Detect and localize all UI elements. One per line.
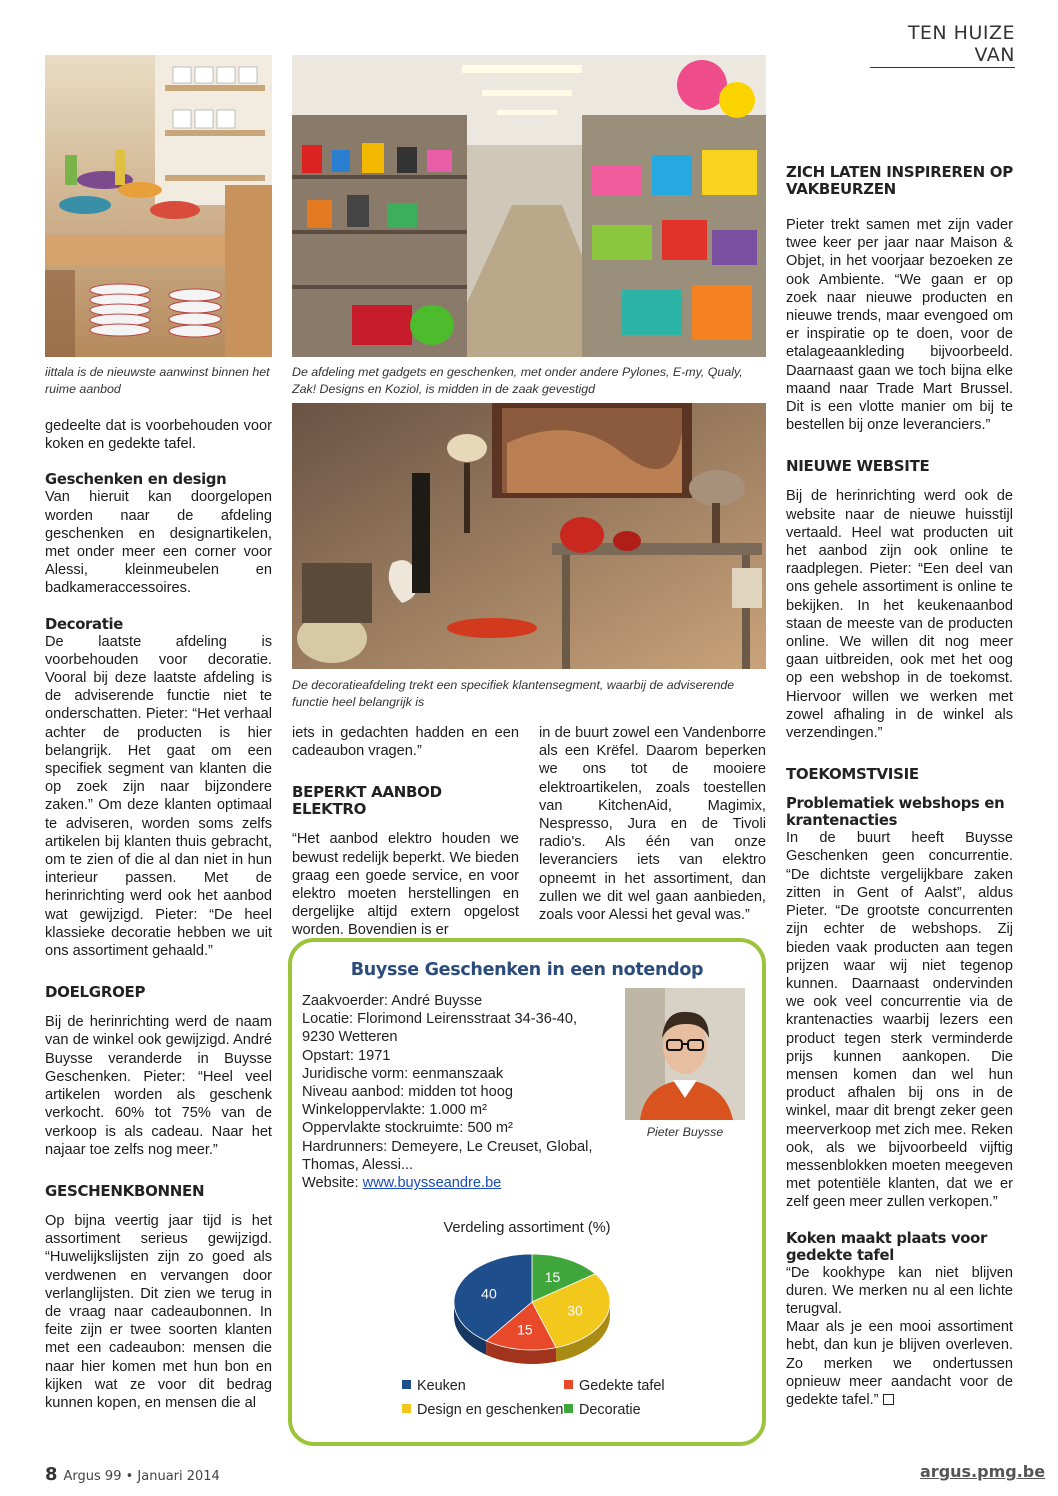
- fact-line: Hardrunners: Demeyere, Le Creuset, Global,: [302, 1138, 593, 1155]
- portrait-illustration: [625, 988, 745, 1120]
- portrait-photo: [625, 988, 745, 1120]
- fact-line: Niveau aanbod: midden tot hoog: [302, 1084, 513, 1101]
- caption-decoratie: De decoratieafdeling trekt een specifiek klantensegment, waarbij de adviserende functie heel belangrijk is: [292, 678, 735, 709]
- caption-portrait: Pieter Buysse: [646, 1125, 724, 1139]
- footer-site-link[interactable]: argus.pmg.be: [920, 1462, 1046, 1481]
- fact-line: Thomas, Alessi...: [302, 1156, 414, 1173]
- fact-line: Oppervlakte stockruimte: 500 m²: [302, 1120, 513, 1137]
- pie-label-gedekte-tafel: 15: [517, 1321, 533, 1338]
- fact-line: Winkeloppervlakte: 1.000 m²: [302, 1102, 487, 1119]
- photo-decoratie-illustration: [292, 403, 766, 669]
- heading-toekomstvisie: TOEKOMSTVISIE: [786, 765, 919, 784]
- col4-vakbeurzen-text: Pieter trekt samen met zijn vader twee keer per jaar naar Maison & Objet, in het voorjaar bezoeken ze ook Ambiente. “We gaan er op zoek naar nieuwe producten en nieuwe trends, maar evengoed om er inspiratie op te doen, voor de etalageaankleding bijvoorbeeld. Daarnaast gaan we toch bijna elke maand naar Trade Mart Brussel. Dit is een vlotte manier om bij te bestellen bij onze leveranciers.”: [786, 217, 1013, 434]
- chart-title: Verdeling assortiment (%): [443, 1220, 611, 1236]
- col3-continuation: in de buurt zowel een Vandenborre als een Krëfel. Daarom beperken we ons tot de mooiere elektroartikelen, zoals toestellen van KitchenAid, Magimix, Nespresso, Jura en de Tivoli radio's. Als één van onze leveranciers iets van elektro opneemt in het assortiment, dan zullen we dit wel gaan aanbieden, zoals voor Alessi het geval was.”: [539, 725, 766, 924]
- photo-iittala-illustration: [45, 55, 272, 357]
- website-label: Website:: [302, 1175, 363, 1192]
- fact-line: 9230 Wetteren: [302, 1029, 398, 1046]
- fact-line: Zaakvoerder: André Buysse: [302, 993, 483, 1009]
- legend-item-gedekte-tafel: [564, 1378, 665, 1394]
- col1-decoratie-text: De laatste afdeling is voorbehouden voor decoratie. Vooral bij deze laatste afdeling is de adviserende functie niet te onderschatten. Pieter: “Het verhaal achter de producten is hier belangrijk. Het gaat om een specifiek segment van klanten die op zoek zijn naar bijzondere zaken.” Om deze klanten optimaal te adviseren, worden soms zelfs artikelen bij klanten thuis gebracht, om te zien of die al dan niet in hun interieur passen. Met de herinrichting werd ook het aanbod wat gewijzigd. Pieter: “De heel klassieke decoratie hebben we uit ons assortiment gehaald.”: [45, 633, 272, 960]
- col1-intro: gedeelte dat is voorbehouden voor koken en gedekte tafel.: [45, 418, 272, 453]
- legend-swatch: [402, 1404, 411, 1413]
- caption-iittala: iittala is de nieuwste aanwinst binnen het ruime aanbod: [45, 365, 270, 396]
- info-box-title: Buysse Geschenken in een notendop: [350, 960, 704, 980]
- issue-label: Argus 99 • Januari 2014: [63, 1469, 220, 1484]
- photo-decoratie: [292, 403, 766, 669]
- fact-line: Juridische vorm: eenmanszaak: [302, 1065, 504, 1082]
- section-tag: TEN HUIZE VAN: [870, 22, 1015, 68]
- fact-line: Locatie: Florimond Leirensstraat 34-36-40,: [302, 1011, 577, 1028]
- col1-doelgroep-text: Bij de herinrichting werd de naam van de winkel ook gewijzigd. André Buysse veranderde in Buysse Geschenken. Pieter: “Heel veel artikelen worden als geschenk verkocht. 60% tot 75% van de verkoop is als cadeau. Naar het najaar toe zelfs nog meer.”: [45, 1014, 272, 1158]
- heading-beperkt-aanbod-elektro: BEPERKT AANBOD ELEKTRO: [292, 783, 442, 819]
- legend-label: Keuken: [417, 1378, 466, 1394]
- col4-koken-text-1: “De kookhype kan niet blijven duren. We merken nu al een lichte terugval.: [786, 1264, 1013, 1317]
- col4-website-text: Bij de herinrichting werd ook de website naar de nieuwe huisstijl vertaald. Heel wat producten uit het aanbod zijn ook online te raadplegen. Pieter: “Een deel van ons gehele assortiment is online te bekijken. In het keukenaanbod staan de meeste van de producten online. We willen dit nog meer gaan uitbreiden, ook met het oog op een webshop in de toekomst. Hiervoor willen we werken met zowel afhaling in de winkel als verzendingen.”: [786, 488, 1013, 742]
- page-number: 8: [45, 1464, 58, 1485]
- heading-koken-gedekte-tafel: Koken maakt plaats voor gedekte tafel: [786, 1229, 988, 1264]
- legend-label: Gedekte tafel: [579, 1378, 665, 1394]
- info-box-facts: [302, 992, 622, 1192]
- col2-elektro-text: “Het aanbod elektro houden we bewust redelijk beperkt. We bieden graag een goede service, en voor elektro moeten herstellingen en dergelijke altijd extern opgelost worden. Bovendien is er: [292, 831, 519, 939]
- caption-gadgets: De afdeling met gadgets en geschenken, met onder andere Pylones, E-my, Qualy, Zak! Designs en Koziol, is midden in de zaak gevestigd: [292, 365, 743, 396]
- pie-chart: [292, 1242, 762, 1382]
- legend-item-keuken: [402, 1378, 466, 1394]
- heading-geschenken-design: Geschenken en design: [45, 471, 227, 489]
- legend-label: Design en geschenken: [417, 1402, 564, 1418]
- column-3: [539, 724, 766, 924]
- col1-geschenken-text: Van hieruit kan doorgelopen worden naar de afdeling geschenken en designartikelen, met onder meer een corner voor Alessi, kleinmeubelen en badkameraccessoires.: [45, 489, 272, 597]
- legend-swatch: [564, 1404, 573, 1413]
- col4-koken-text-2: [786, 1318, 1013, 1409]
- website-link[interactable]: www.buysseandre.be: [362, 1175, 502, 1192]
- info-box: [288, 938, 766, 1446]
- pie-label-keuken: 40: [481, 1285, 497, 1302]
- end-square-icon: [883, 1394, 894, 1405]
- col4-koken-text-2-body: Maar als je een mooi assortiment hebt, dan kun je blijven overleven. Zo merken we ondertussen opnieuw meer aandacht voor de gedekte tafel.”: [786, 1319, 1013, 1408]
- photo-iittala: [45, 55, 272, 357]
- col2-continuation: iets in gedachten hadden en een cadeaubon vragen.”: [292, 725, 519, 760]
- col4-webshops-text: In de buurt heeft Buysse Geschenken geen concurrentie. “De dichtste vergelijkbare zaken zitten in Gent of Aalst”, aldus Pieter. “De grootste concurrenten zijn echter de webshops. Zij bieden vaak producten aan tegen prijzen waar wij niet tegenop kunnen. Daarnaast ondervinden we ook veel concurrentie via de krantenacties waarbij lezers een product tegen sterk verminderde prijs kunnen aankopen. Die mensen komen dan wel hun product afhalen bij ons in de winkel, maar dit brengt zeker geen meerverkoop met zich mee. Reken ook, als we bijvoorbeeld vijftig messenblokken moeten meegeven met potentiële klanten, dat we er zelf geen meer zullen verkopen.”: [786, 830, 1013, 1211]
- photo-gadgets-illustration: [292, 55, 766, 357]
- heading-doelgroep: DOELGROEP: [45, 983, 146, 1002]
- legend-label: Decoratie: [579, 1402, 641, 1418]
- legend-swatch: [564, 1380, 573, 1389]
- heading-decoratie: Decoratie: [45, 615, 124, 633]
- col1-geschenkbonnen-text: Op bijna veertig jaar tijd is het assortiment serieus gewijzigd. “Huwelijkslijsten zijn zo goed als verdwenen en vervangen door verlanglijsten. Dit zien we terug in de vraag naar cadeaubonnen. In feite zijn er twee soorten klanten met een cadeaubon: mensen die naar hier komen met hun bon en kijken wat ze voor dit bedrag kunnen kopen, en mensen die al: [45, 1212, 272, 1411]
- column-4: [786, 164, 1013, 1409]
- fact-line: Opstart: 1971: [302, 1047, 391, 1064]
- footer-left: [45, 1464, 220, 1485]
- column-2: [292, 724, 519, 940]
- legend-swatch: [402, 1380, 411, 1389]
- photo-gadgets: [292, 55, 766, 357]
- legend-item-design-en-geschenken: [402, 1402, 563, 1418]
- heading-geschenkbonnen: GESCHENKBONNEN: [45, 1181, 205, 1200]
- pie-label-decoratie: 15: [544, 1269, 561, 1286]
- column-1: [45, 417, 272, 1412]
- pie-label-design-en-geschenken: 30: [567, 1302, 583, 1319]
- heading-problematiek-webshops: Problematiek webshops en krantenacties: [786, 795, 1005, 830]
- heading-vakbeurzen: ZICH LATEN INSPIREREN OP VAKBEURZEN: [786, 163, 1013, 198]
- fact-website: [302, 1174, 622, 1192]
- legend-item-decoratie: [564, 1402, 641, 1418]
- heading-nieuwe-website: NIEUWE WEBSITE: [786, 457, 930, 476]
